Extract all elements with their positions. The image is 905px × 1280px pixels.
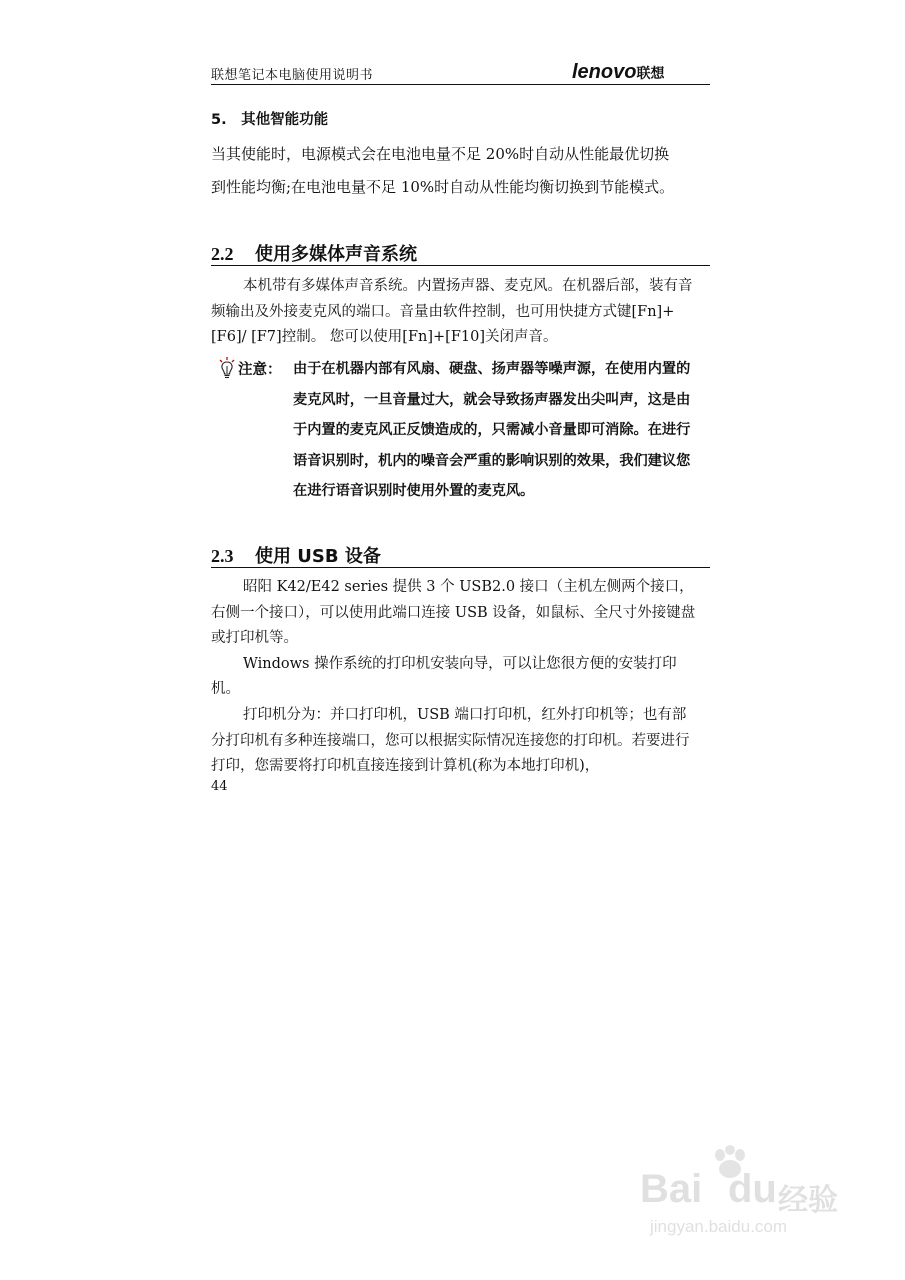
section-2-3-paragraphs [211, 575, 697, 780]
section-5-line-2: 到性能均衡;在电池电量不足 10%时自动从性能均衡切换到节能模式。 [211, 178, 675, 196]
section-2-2-heading [211, 240, 417, 266]
section-2-3-paragraph-2: Windows 操作系统的打印机安装向导，可以让您很方便的安装打印机。 [211, 655, 677, 698]
section-2-2-title: 使用多媒体声音系统 [255, 244, 417, 265]
section-2-3-paragraph-3: 打印机分为：并口打印机，USB 端口打印机，红外打印机等；也有部分打印机有多种连接端口，您可以根据实际情况连接您的打印机。若要进行打印，您需要将打印机直接连接到计算机(称为本地打印机)， [211, 706, 690, 775]
watermark-cn: 经验 [778, 1183, 838, 1218]
watermark-brand-2: du [728, 1167, 777, 1211]
section-2-3-rule [211, 567, 710, 568]
section-2-2-rule [211, 265, 710, 266]
section-2-2-paragraph: 本机带有多媒体声音系统。内置扬声器、麦克风。在机器后部，装有音频输出及外接麦克风的端口。音量由软件控制，也可用快捷方式键[Fn]+[F6]/ [F7]控制。 您可以使用[Fn]+[F10]关闭声音。 [211, 278, 693, 346]
watermark-brand: Bai [640, 1167, 703, 1211]
section-5-heading: 5. 其他智能功能 [211, 112, 329, 128]
header-rule [211, 84, 710, 85]
lenovo-logo [572, 61, 664, 83]
baidu-jingyan-watermark [640, 1143, 840, 1243]
section-2-3-heading [211, 542, 381, 568]
section-5-line-1: 当其使能时，电源模式会在电池电量不足 20%时自动从性能最优切换 [211, 145, 670, 163]
lightbulb-icon [218, 357, 236, 379]
logo-cn-text: 联想 [636, 66, 665, 82]
section-2-2-number: 2.2 [211, 244, 234, 264]
section-2-3-title: 使用 USB 设备 [255, 546, 381, 567]
section-2-3-paragraph-1: 昭阳 K42/E42 series 提供 3 个 USB2.0 接口（主机左侧两个接口，右侧一个接口），可以使用此端口连接 USB 设备，如鼠标、全尺寸外接键盘或打印机等。 [211, 579, 696, 647]
page-number: 44 [211, 779, 228, 794]
note-text: 由于在机器内部有风扇、硬盘、扬声器等噪声源，在使用内置的麦克风时，一旦音量过大，就会导致扬声器发出尖叫声，这是由于内置的麦克风正反馈造成的，只需减小音量即可消除。在进行语音识别时，机内的噪音会严重的影响识别的效果，我们建议您在进行语音识别时使用外置的麦克风。 [293, 361, 691, 500]
running-header-title: 联想笔记本电脑使用说明书 [211, 68, 374, 83]
section-2-3-number: 2.3 [211, 546, 234, 566]
logo-brand-text: lenovo [572, 61, 637, 83]
watermark-url: jingyan.baidu.com [650, 1217, 788, 1236]
note-label [218, 357, 282, 379]
section-2-2-paragraph-block [211, 274, 697, 351]
note-label-text: 注意： [238, 361, 282, 378]
